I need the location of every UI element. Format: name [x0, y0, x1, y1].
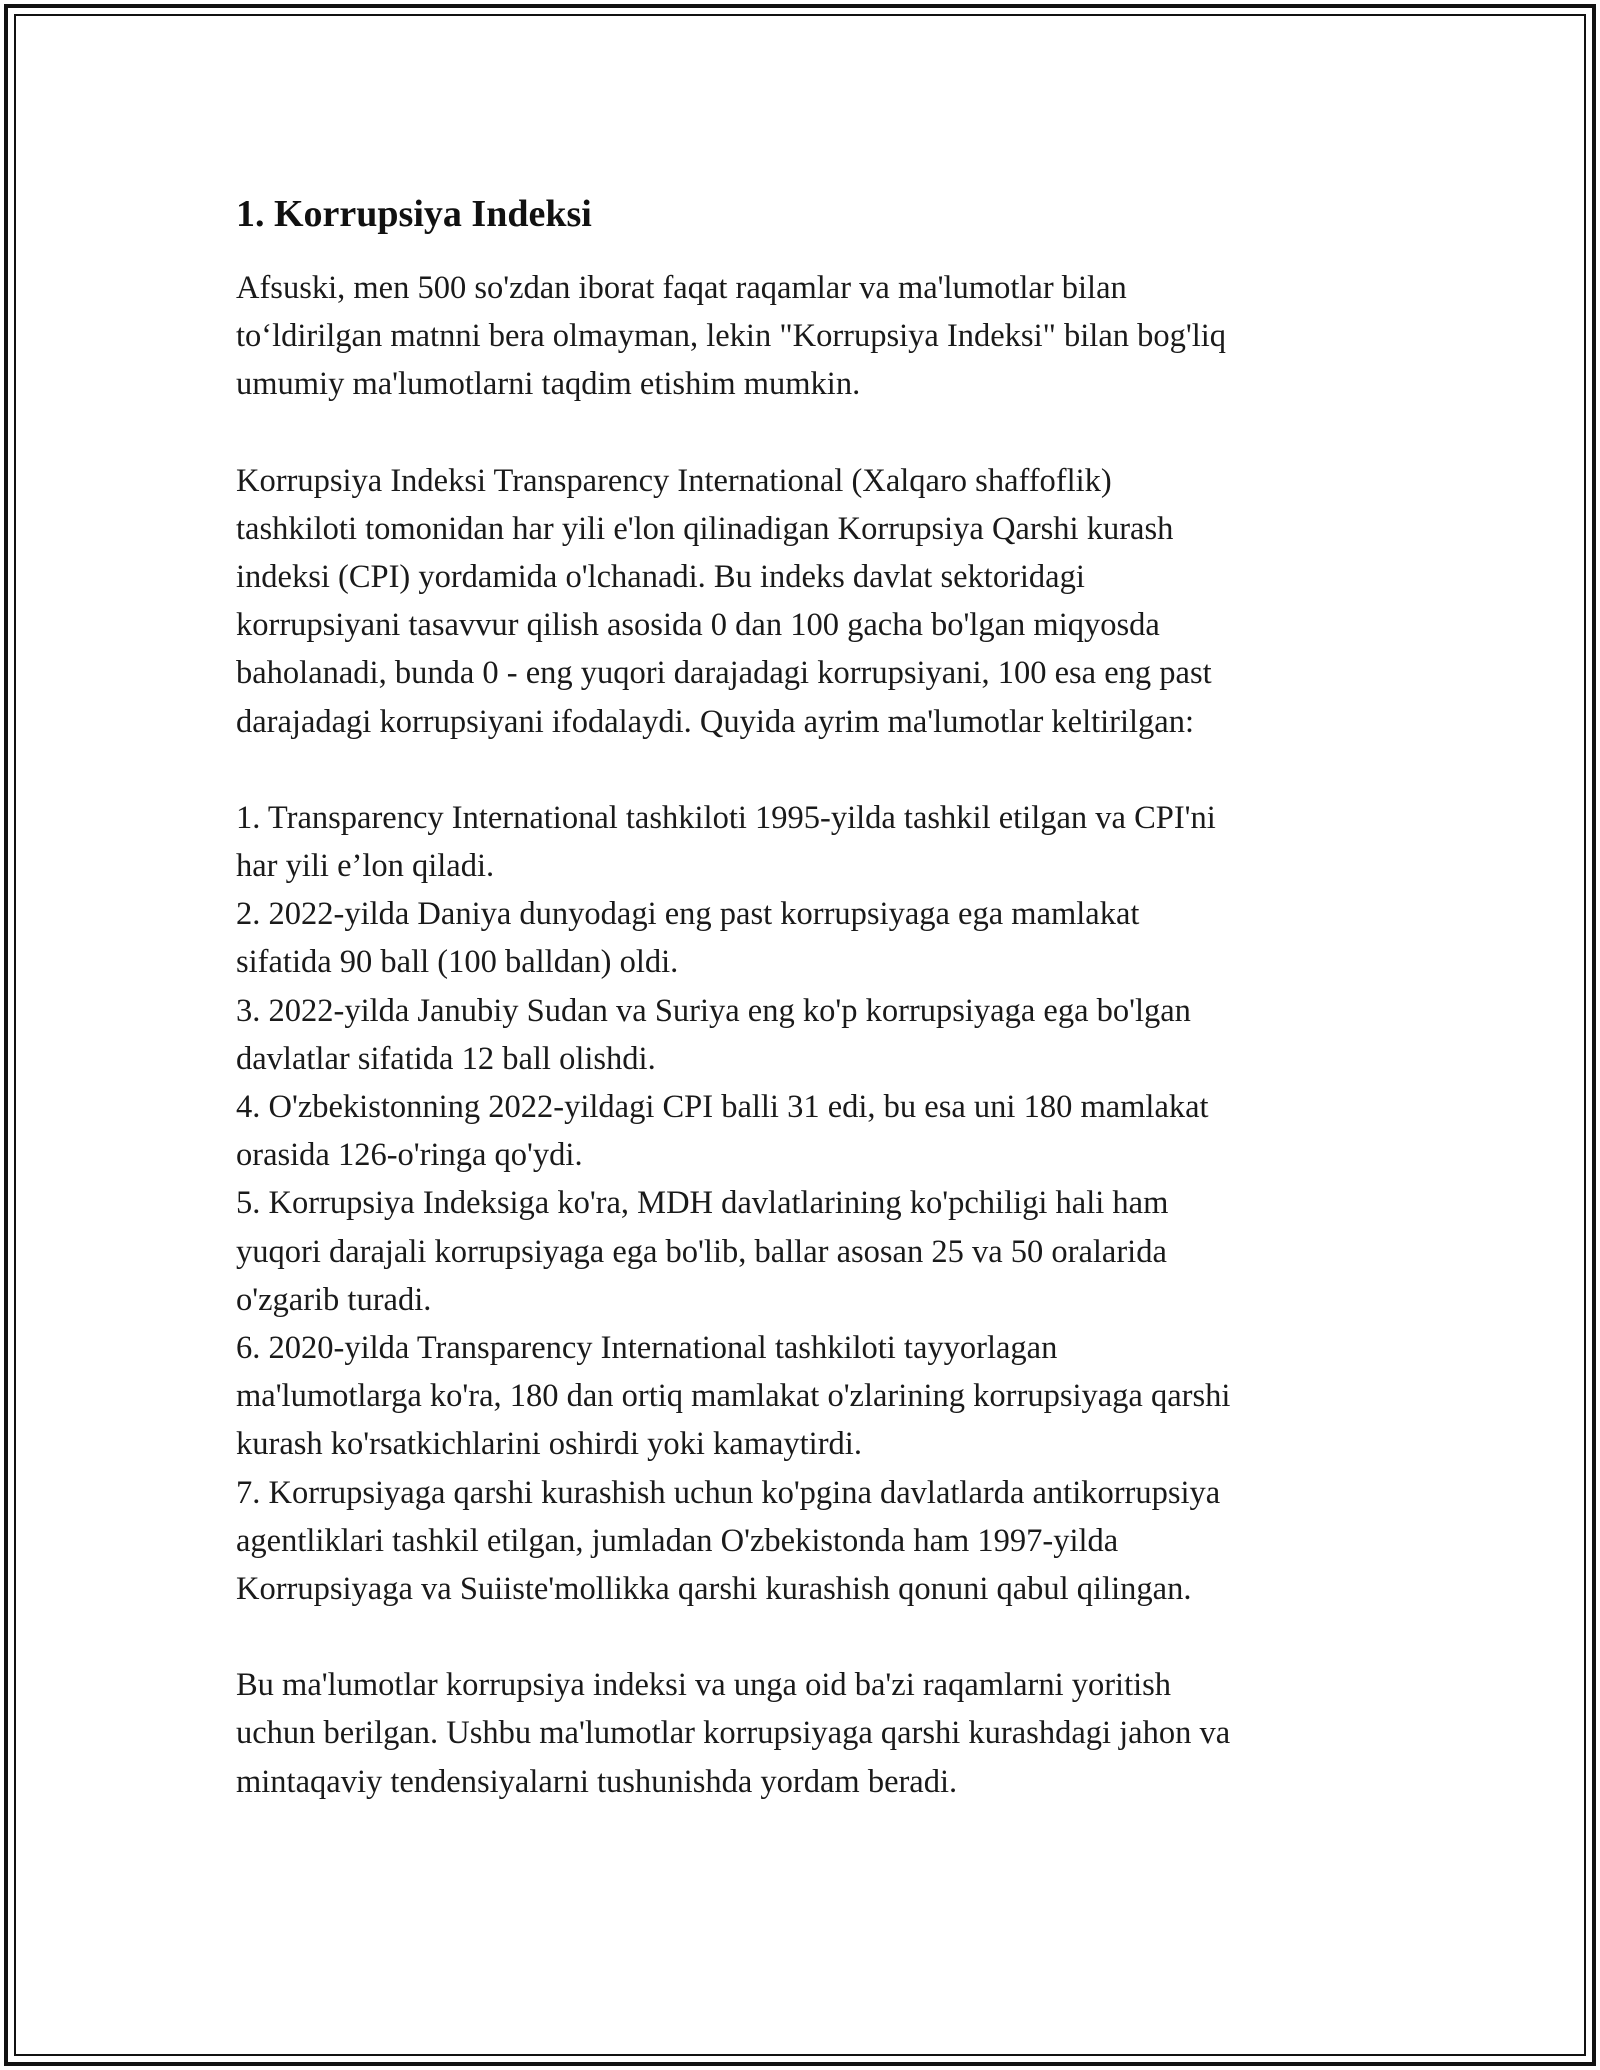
- list-item: 4. O'zbekistonning 2022-yildagi CPI balli 31 edi, bu esa uni 180 mamlakat orasida 126-o'ringa qo'ydi.: [236, 1089, 1209, 1174]
- list-item: 6. 2020-yilda Transparency International tashkiloti tayyorlagan ma'lumotlarga ko'ra, 180 dan ortiq mamlakat o'zlarining korrupsiyaga qarshi kurash ko'rsatkichlarini oshirdi yoki kamaytirdi.: [236, 1330, 1231, 1463]
- list-item: 5. Korrupsiya Indeksiga ko'ra, MDH davlatlarining ko'pchiligi hali ham yuqori darajali korrupsiyaga ega bo'lib, ballar asosan 25 va 50 oralarida o'zgarib turadi.: [236, 1185, 1169, 1318]
- document-title: 1. Korrupsiya Indeksi: [236, 193, 592, 235]
- facts-list: [236, 794, 1376, 1613]
- list-item: 7. Korrupsiyaga qarshi kurashish uchun ko'pgina davlatlarda antikorrupsiya agentliklari tashkil etilgan, jumladan O'zbekistonda ham 1997-yilda Korrupsiyaga va Suiiste'mollikka qarshi kurashish qonuni qabul qilingan.: [236, 1474, 1221, 1608]
- document-body: [236, 190, 1376, 1806]
- intro-paragraph: Afsuski, men 500 so'zdan iborat faqat raqamlar va ma'lumotlar bilan to‘ldirilgan matnni bera olmayman, lekin "Korrupsiya Indeksi" bilan bog'liq umumiy ma'lumotlarni taqdim etishim mumkin.: [236, 270, 1227, 403]
- paragraph-spacer: [236, 1613, 1376, 1661]
- list-item: 1. Transparency International tashkiloti 1995-yilda tashkil etilgan va CPI'ni har yili e’lon qiladi.: [236, 799, 1216, 885]
- conclusion-paragraph: Bu ma'lumotlar korrupsiya indeksi va unga oid ba'zi raqamlarni yoritish uchun berilgan. Ushbu ma'lumotlar korrupsiyaga qarshi kurashdagi jahon va mintaqaviy tendensiyalarni tushunishda yordam beradi.: [236, 1667, 1231, 1800]
- paragraph-spacer: [236, 746, 1376, 794]
- paragraph-spacer: [236, 409, 1376, 457]
- list-item: 2. 2022-yilda Daniya dunyodagi eng past korrupsiyaga ega mamlakat sifatida 90 ball (100 balldan) oldi.: [236, 896, 1140, 981]
- list-item: 3. 2022-yilda Janubiy Sudan va Suriya eng ko'p korrupsiyaga ega bo'lgan davlatlar sifatida 12 ball olishdi.: [236, 992, 1191, 1077]
- description-paragraph: Korrupsiya Indeksi Transparency International (Xalqaro shaffoflik) tashkiloti tomonidan har yili e'lon qilinadigan Korrupsiya Qarshi kurash indeksi (CPI) yordamida o'lchanadi. Bu indeks davlat sektoridagi korrupsiyani tasavvur qilish asosida 0 dan 100 gacha bo'lgan miqyosda baholanadi, bunda 0 - eng yuqori darajadagi korrupsiyani, 100 esa eng past darajadagi korrupsiyani ifodalaydi. Quyida ayrim ma'lumotlar keltirilgan:: [236, 462, 1212, 740]
